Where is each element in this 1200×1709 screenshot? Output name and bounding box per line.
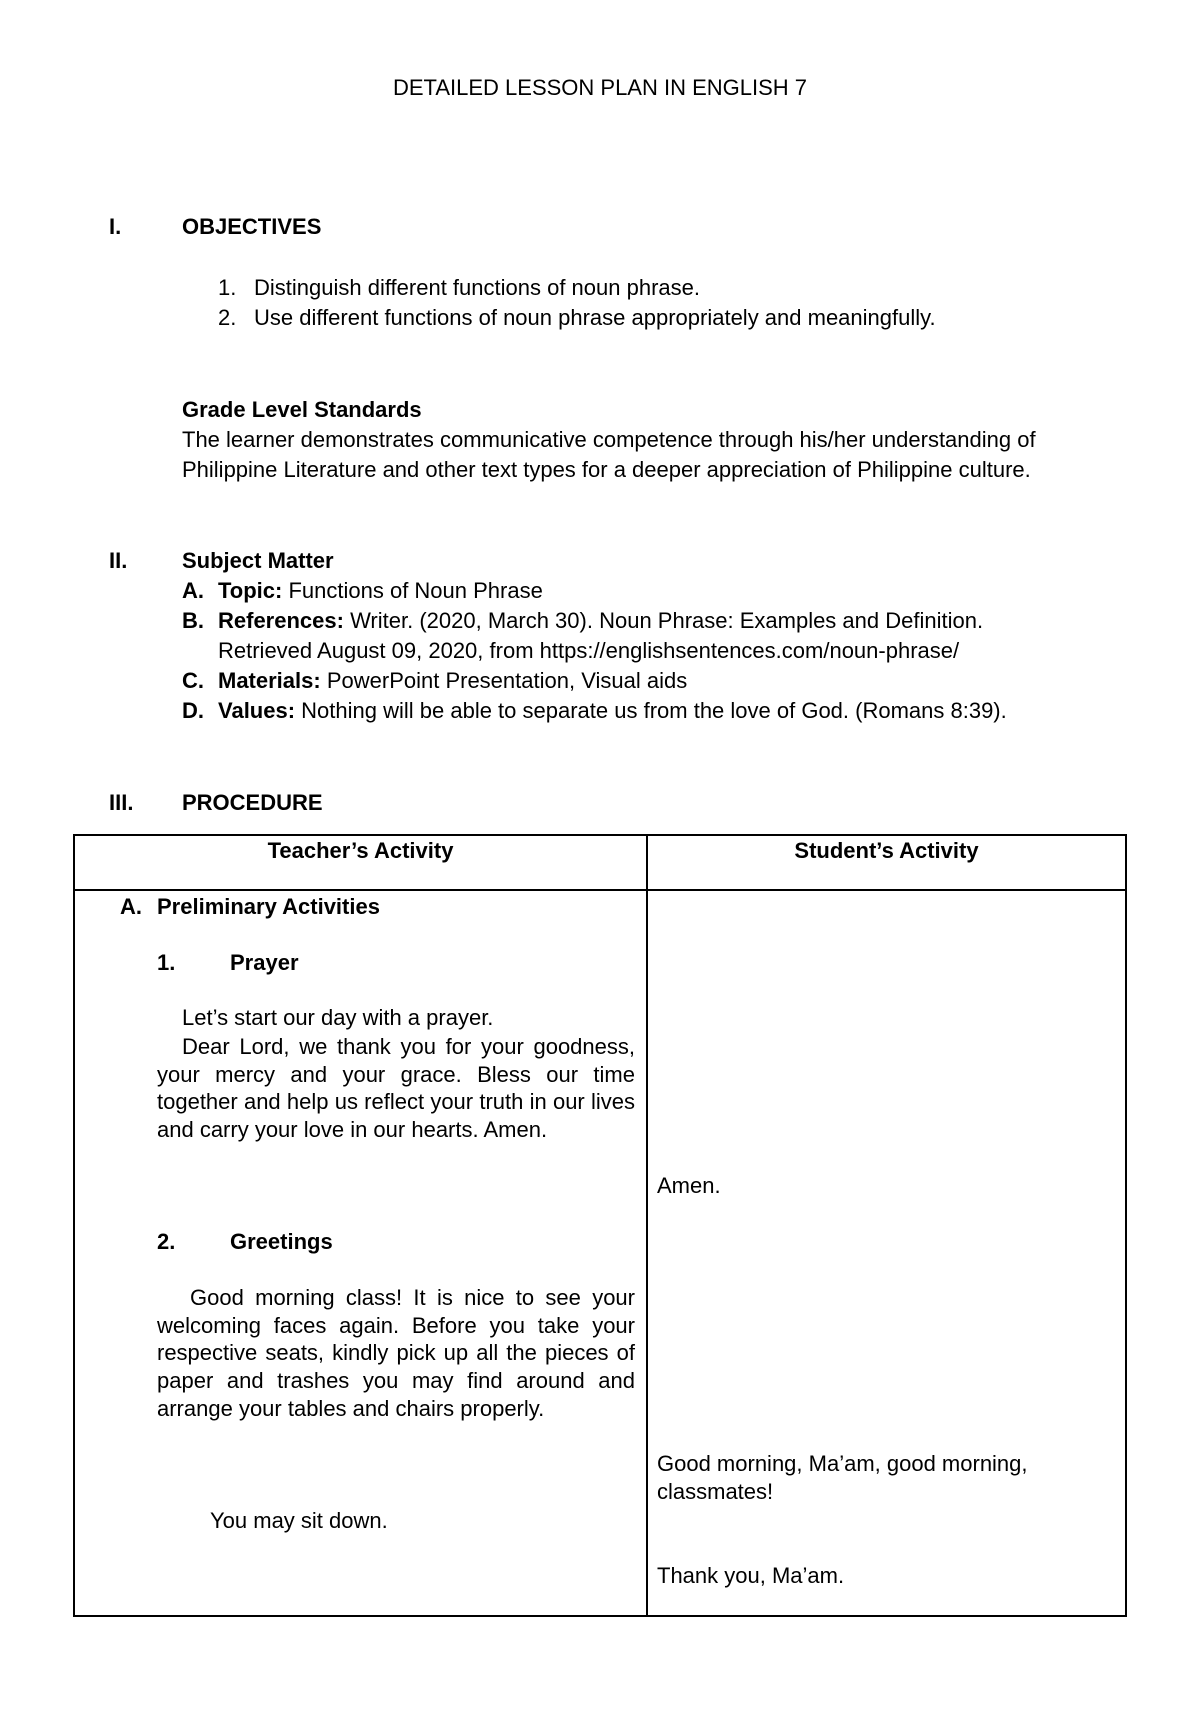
column-header-teacher: Teacher’s Activity bbox=[267, 838, 454, 863]
standards-text-line-2: Philippine Literature and other text types for a deeper appreciation of Philippine culture. bbox=[182, 457, 1031, 482]
subject-label-references: References: bbox=[218, 608, 344, 633]
standards-heading: Grade Level Standards bbox=[182, 397, 422, 422]
section-heading-subject: Subject Matter bbox=[182, 548, 334, 573]
objective-text-1: Distinguish different functions of noun phrase. bbox=[254, 275, 700, 300]
table-header-divider bbox=[73, 889, 1127, 891]
prelim-heading: Preliminary Activities bbox=[157, 894, 380, 919]
section-numeral-procedure: III. bbox=[109, 790, 134, 815]
document-title: DETAILED LESSON PLAN IN ENGLISH 7 bbox=[392, 75, 808, 100]
subject-label-topic: Topic: bbox=[218, 578, 283, 603]
greetings-number: 2. bbox=[157, 1229, 176, 1254]
greetings-text: Good morning class! It is nice to see your welcoming faces again. Before you take your respective seats, kindly pick up all the pieces of paper and trashes you may find around and arrange your tables and chairs properly. bbox=[157, 1285, 635, 1421]
prayer-heading: Prayer bbox=[230, 950, 299, 975]
subject-value-values: Nothing will be able to separate us from the love of God. (Romans 8:39). bbox=[295, 698, 1007, 723]
section-numeral-subject: II. bbox=[109, 548, 128, 573]
subject-label-values: Values: bbox=[218, 698, 296, 723]
column-header-student: Student’s Activity bbox=[794, 838, 979, 863]
subject-item-values bbox=[218, 698, 1007, 724]
prelim-letter: A. bbox=[120, 894, 142, 919]
subject-item-references bbox=[218, 608, 983, 634]
table-column-divider bbox=[646, 834, 648, 1617]
student-greeting-line-1: Good morning, Ma’am, good morning, bbox=[657, 1451, 1028, 1476]
section-heading-objectives: OBJECTIVES bbox=[182, 214, 322, 239]
subject-letter-c: C. bbox=[182, 668, 204, 693]
subject-label-materials: Materials: bbox=[218, 668, 321, 693]
subject-value-materials: PowerPoint Presentation, Visual aids bbox=[320, 668, 688, 693]
section-numeral-objectives: I. bbox=[109, 214, 122, 239]
student-greeting-line-2: classmates! bbox=[657, 1479, 774, 1504]
sit-down-instruction: You may sit down. bbox=[210, 1508, 388, 1533]
subject-letter-d: D. bbox=[182, 698, 204, 723]
subject-references-continued: Retrieved August 09, 2020, from https://englishsentences.com/noun-phrase/ bbox=[218, 638, 960, 663]
standards-text-line-1: The learner demonstrates communicative competence through his/her understanding of bbox=[182, 427, 1036, 452]
prayer-text: Dear Lord, we thank you for your goodness, your mercy and your grace. Bless our time together and help us reflect your truth in our lives and carry your love in our hearts. Amen. bbox=[157, 1034, 635, 1142]
greetings-heading: Greetings bbox=[230, 1229, 333, 1254]
objective-number-2: 2. bbox=[218, 305, 237, 330]
subject-letter-b: B. bbox=[182, 608, 204, 633]
subject-value-topic: Functions of Noun Phrase bbox=[282, 578, 543, 603]
objective-number-1: 1. bbox=[218, 275, 237, 300]
student-response-thanks: Thank you, Ma’am. bbox=[657, 1563, 845, 1588]
subject-value-references: Writer. (2020, March 30). Noun Phrase: Examples and Definition. bbox=[343, 608, 984, 633]
student-response-amen: Amen. bbox=[657, 1173, 721, 1198]
subject-item-materials bbox=[218, 668, 687, 694]
subject-item-topic bbox=[218, 578, 543, 604]
prayer-number: 1. bbox=[157, 950, 176, 975]
section-heading-procedure: PROCEDURE bbox=[182, 790, 323, 815]
subject-letter-a: A. bbox=[182, 578, 204, 603]
objective-text-2: Use different functions of noun phrase appropriately and meaningfully. bbox=[254, 305, 936, 330]
prayer-intro: Let’s start our day with a prayer. bbox=[182, 1005, 494, 1030]
